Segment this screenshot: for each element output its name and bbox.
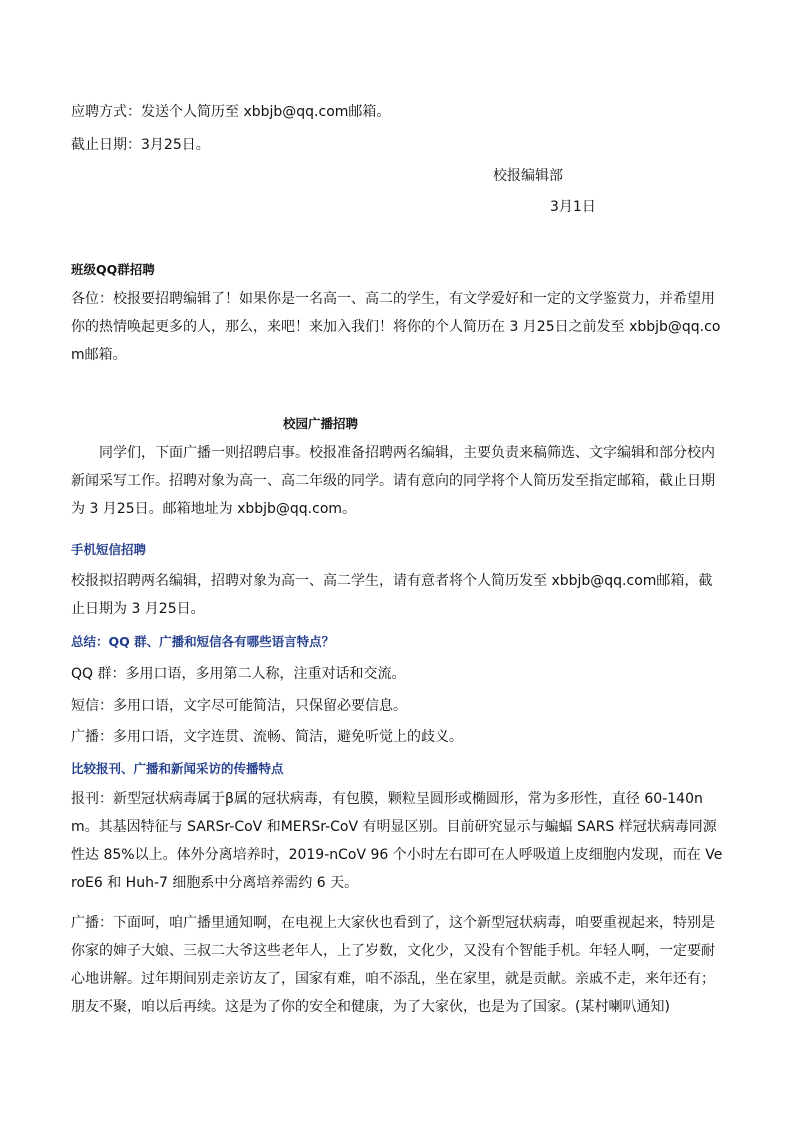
compare-radio: 广播：下面呵，咱广播里通知啊，在电视上大家伙也看到了，这个新型冠状病毒，咱要重视起来，特别是你家的婶子大娘、三叔二大爷这些老年人，上了岁数，文化少，又没有个智能手机。年轻人啊，一定要耐心地讲解。过年期间别走亲访友了，国家有难，咱不添乱，坐在家里，就是贡献。亲戚不走，来年还有；朋友不聚，咱以后再续。这是为了你的安全和健康，为了大家伙，也是为了国家。(某村喇叭通知): [71, 915, 715, 1015]
signature-date: 3月1日: [550, 199, 596, 215]
sms-recruit-heading: 手机短信招聘: [71, 542, 147, 557]
qq-recruit-body: 各位：校报要招聘编辑了！如果你是一名高一、高二的学生，有文学爱好和一定的文学鉴赏力，并希望用你的热情唤起更多的人，那么，来吧！来加入我们！将你的个人简历在 3 月25日之前发至 xbbjb@qq.com邮箱。: [71, 291, 721, 363]
sms-recruit-body: 校报拟招聘两名编辑，招聘对象为高一、高二学生，请有意者将个人简历发至 xbbjb@qq.com邮箱，截止日期为 3 月25日。: [71, 573, 713, 617]
compare-newspaper: 报刊：新型冠状病毒属于β属的冠状病毒，有包膜，颗粒呈圆形或椭圆形，常为多形性，直径 60-140nm。其基因特征与 SARSr-CoV 和MERSr-CoV 有明显区别。目前研究显示与蝙蝠 SARS 样冠状病毒同源性达 85%以上。体外分离培养时，2019-nCoV 96 个小时左右即可在人呼吸道上皮细胞内发现，而在 VeroE6 和 Huh-7 细胞系中分离培养需约 6 天。: [71, 791, 723, 891]
summary-qq: QQ 群：多用口语，多用第二人称，注重对话和交流。: [71, 666, 406, 682]
compare-heading: 比较报刊、广播和新闻采访的传播特点: [71, 761, 284, 776]
broadcast-recruit-body: 同学们，下面广播一则招聘启事。校报准备招聘两名编辑，主要负责来稿筛选、文字编辑和部分校内新闻采写工作。招聘对象为高一、高二年级的同学。请有意向的同学将个人简历发至指定邮箱，截止日期为 3 月25日。邮箱地址为 xbbjb@qq.com。: [71, 445, 715, 517]
application-method: 应聘方式：发送个人简历至 xbbjb@qq.com邮箱。: [71, 104, 391, 120]
application-deadline: 截止日期：3月25日。: [71, 137, 210, 153]
signature-department: 校报编辑部: [493, 168, 563, 184]
qq-recruit-heading: 班级QQ群招聘: [71, 262, 155, 277]
summary-sms: 短信：多用口语，文字尽可能简洁，只保留必要信息。: [71, 698, 407, 714]
broadcast-recruit-heading: 校园广播招聘: [283, 416, 359, 431]
summary-heading: 总结：QQ 群、广播和短信各有哪些语言特点？: [71, 634, 335, 649]
summary-broadcast: 广播：多用口语，文字连贯、流畅、简洁，避免听觉上的歧义。: [71, 729, 463, 745]
